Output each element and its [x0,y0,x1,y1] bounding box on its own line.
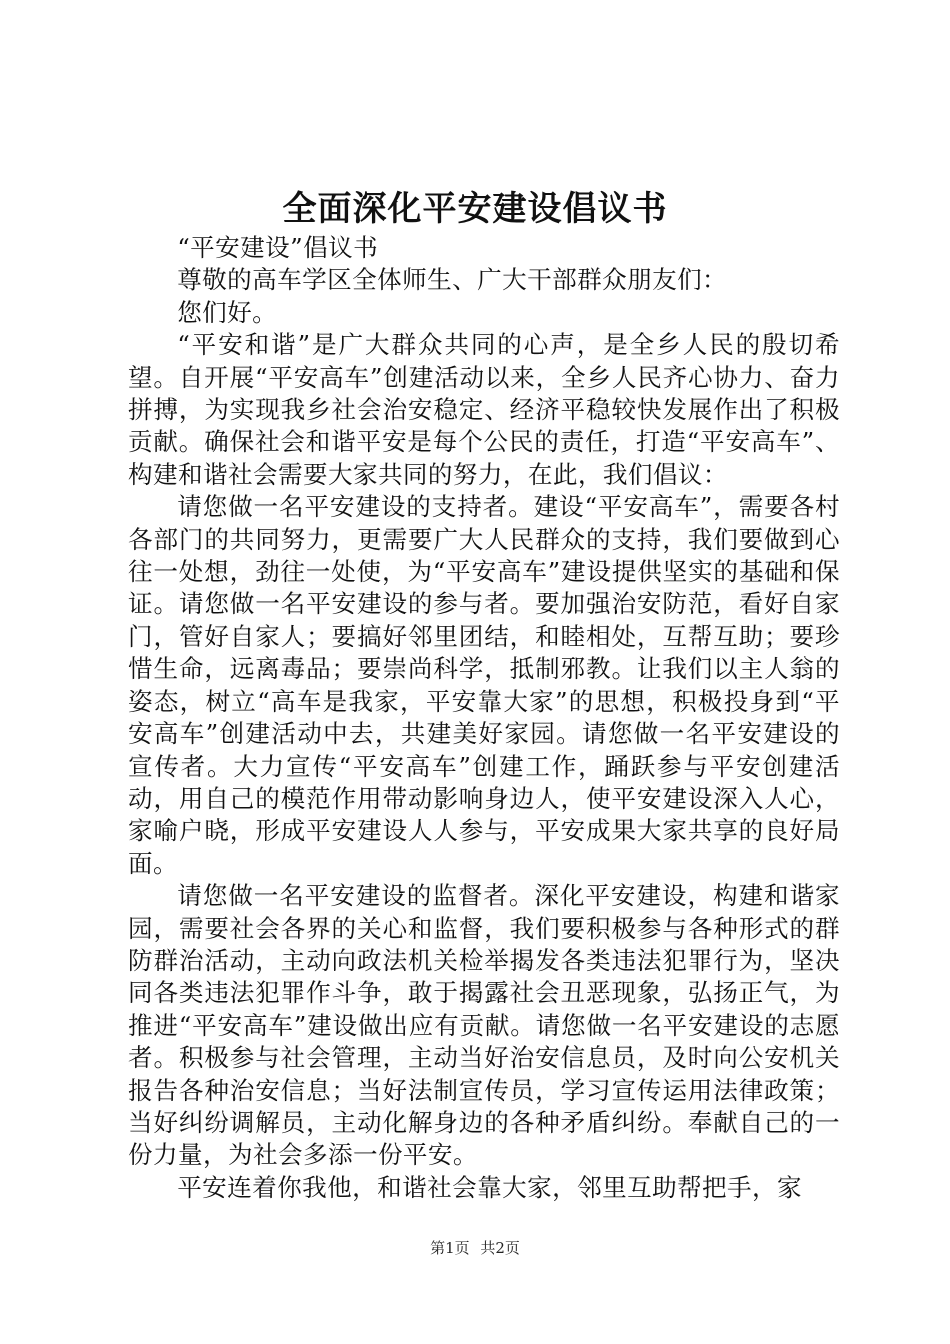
paragraph-intro: “平安和谐”是广大群众共同的心声，是全乡人民的殷切希望。自开展“平安高车”创建活动以来，全乡人民齐心协力、奋力拼搏，为实现我乡社会治安稳定、经济平稳较快发展作出了积极贡献。确保社会和谐平安是每个公民的责任，打造“平安高车”、构建和谐社会需要大家共同的努力，在此，我们倡议： [128,330,840,489]
page-total: 共2页 [480,1239,520,1257]
paragraph-greeting: 您们好。 [177,297,278,327]
paragraph-supporter: 请您做一名平安建设的支持者。建设“平安高车”，需要各村各部门的共同努力，更需要广大人民群众的支持，我们要做到心往一处想，劲往一处使，为“平安高车”建设提供坚实的基础和保证。请您做一名平安建设的参与者。要加强治安防范，看好自家门，管好自家人；要搞好邻里团结，和睦相处，互帮互助；要珍惜生命，远离毒品；要崇尚科学，抵制邪教。让我们以主人翁的姿态，树立“高车是我家，平安靠大家”的思想，积极投身到“平安高车”创建活动中去，共建美好家园。请您做一名平安建设的宣传者。大力宣传“平安高车”创建工作，踊跃参与平安创建活动，用自己的模范作用带动影响身边人，使平安建设深入人心，家喻户晓，形成平安建设人人参与，平安成果大家共享的良好局面。 [128,492,840,878]
document-title: 全面深化平安建设倡议书 [282,189,668,229]
page-footer [0,1238,950,1258]
document-body [128,232,840,1204]
paragraph-closing: 平安连着你我他，和谐社会靠大家，邻里互助帮把手，家 [177,1172,803,1202]
paragraph-supervisor: 请您做一名平安建设的监督者。深化平安建设，构建和谐家园，需要社会各界的关心和监督，我们要积极参与各种形式的群防群治活动，主动向政法机关检举揭发各类违法犯罪行为，坚决同各类违法犯罪作斗争，敢于揭露社会丑恶现象，弘扬正气，为推进“平安高车”建设做出应有贡献。请您做一名平安建设的志愿者。积极参与社会管理，主动当好治安信息员，及时向公安机关报告各种治安信息；当好法制宣传员，学习宣传运用法律政策；当好纠纷调解员，主动化解身边的各种矛盾纠纷。奉献自己的一份力量，为社会多添一份平安。 [128,881,840,1170]
paragraph-salutation: 尊敬的高车学区全体师生、广大干部群众朋友们： [177,265,728,295]
page-number: 第1页 [430,1239,470,1257]
paragraph-heading: “平安建设”倡议书 [177,233,379,262]
